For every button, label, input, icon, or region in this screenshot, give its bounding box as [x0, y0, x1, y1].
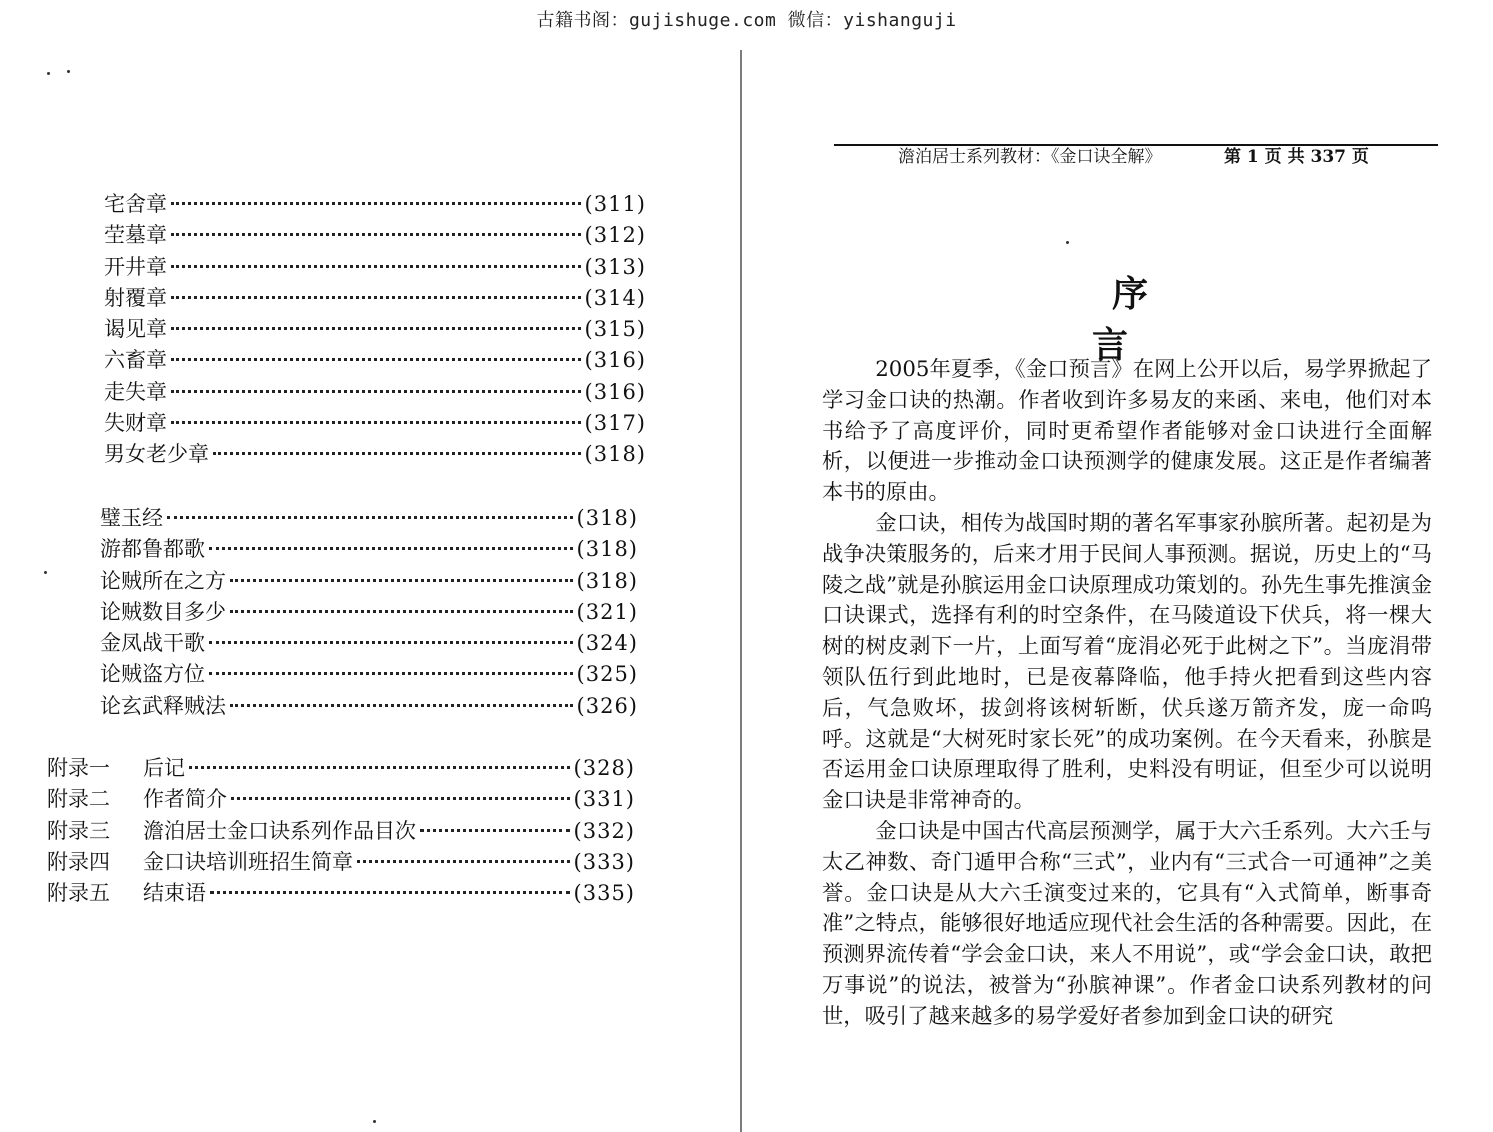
toc-entry-prefix: 附录二	[47, 787, 110, 812]
toc-entry-title: 论贼盗方位	[100, 662, 205, 687]
toc-leader-dots	[210, 890, 570, 894]
toc-leader-dots	[167, 515, 573, 519]
toc-leader-dots	[230, 703, 573, 707]
toc-leader-dots	[171, 264, 581, 268]
toc-entry-page: (318)	[576, 537, 638, 562]
toc-entry-page: (335)	[573, 881, 635, 906]
toc-entry-page: (317)	[584, 411, 646, 436]
toc-entry	[100, 659, 638, 690]
toc-entry	[104, 283, 646, 314]
toc-entry-title: 茔墓章	[104, 223, 167, 248]
toc-entry	[47, 878, 635, 909]
scan-speck	[67, 70, 70, 73]
toc-leader-dots	[171, 389, 581, 393]
toc-entry-page: (326)	[576, 693, 638, 718]
toc-entry-prefix: 附录五	[47, 881, 110, 906]
toc-entry-title: 游都鲁都歌	[100, 537, 205, 562]
toc-entry	[104, 439, 646, 470]
toc-entry-page: (324)	[576, 631, 638, 656]
toc-entry	[47, 816, 635, 847]
toc-entry-page: (316)	[584, 379, 646, 404]
preface-body	[822, 355, 1432, 1033]
toc-leader-dots	[171, 420, 581, 424]
toc-entry-prefix: 附录一	[47, 756, 110, 780]
toc-leader-dots	[420, 828, 570, 832]
toc-leader-dots	[171, 357, 581, 361]
toc-entry-title: 走失章	[104, 379, 167, 404]
toc-entry-page: (316)	[584, 348, 646, 373]
toc-leader-dots	[171, 232, 581, 236]
toc-leader-dots	[357, 859, 570, 863]
toc-group-songs	[100, 503, 638, 722]
toc-entry	[100, 566, 638, 597]
toc-entry-title: 论贼数目多少	[100, 599, 226, 624]
toc-entry-title: 论玄武释贼法	[100, 693, 226, 718]
toc-entry-title: 澹泊居士金口诀系列作品目次	[143, 818, 416, 843]
toc-entry	[100, 628, 638, 659]
toc-entry	[104, 314, 646, 345]
toc-entry-page: (311)	[584, 192, 646, 216]
toc-entry	[104, 252, 646, 283]
toc-entry-title: 结束语	[143, 881, 206, 906]
toc-entry	[47, 784, 635, 815]
toc-entry	[100, 503, 638, 534]
toc-entry-title: 失财章	[104, 411, 167, 436]
toc-entry	[47, 753, 635, 784]
toc-entry-page: (312)	[584, 223, 646, 248]
toc-leader-dots	[230, 578, 573, 582]
toc-entry-page: (325)	[576, 662, 638, 687]
toc-appendix	[47, 753, 635, 909]
toc-entry-title: 射覆章	[104, 285, 167, 310]
toc-entry	[104, 345, 646, 376]
preface-paragraph: 金口诀是中国古代高层预测学，属于大六壬系列。大六壬与太乙神数、奇门遁甲合称“三式”，业内有“三式合一可通神”之美誉。金口诀是从大六壬演变过来的，它具有“入式简单，断事奇准”之特点，能够很好地适应现代社会生活的各种需要。因此，在预测界流传着“学会金口诀，来人不用说”，或“学会金口诀，敢把万事说”的说法，被誉为“孙膑神课”。作者金口诀系列教材的问世，吸引了越来越多的易学爱好者参加到金口诀的研究	[822, 818, 1432, 1029]
toc-leader-dots	[230, 609, 573, 613]
toc-entry-title: 后记	[143, 756, 185, 780]
toc-entry-prefix: 附录四	[47, 849, 110, 874]
header-page-info: 第 1 页 共 337 页	[1224, 147, 1369, 167]
preface-paragraph: 金口诀，相传为战国时期的著名军事家孙膑所著。起初是为战争决策服务的，后来才用于民间人事预测。据说，历史上的“马陵之战”就是孙膑运用金口诀原理成功策划的。孙先生事先推演金口诀课式，选择有利的时空条件，在马陵道设下伏兵，将一棵大树的树皮剥下一片，上面写着“庞涓必死于此树之下”。当庞涓带领队伍行到此地时，已是夜幕降临，他手持火把看到这些内容后，气急败坏，拔剑将该树斩断，伏兵遂万箭齐发，庞一命呜呼。这就是“大树死时家长死”的成功案例。在今天看来，孙膑是否运用金口诀原理取得了胜利，史料没有明证，但至少可以说明金口诀是非常神奇的。	[822, 510, 1432, 814]
toc-entry	[100, 534, 638, 565]
toc-leader-dots	[171, 326, 581, 330]
toc-entry-title: 论贼所在之方	[100, 568, 226, 593]
toc-entry-page: (331)	[573, 787, 635, 812]
toc-entry-title: 金凤战干歌	[100, 631, 205, 656]
toc-leader-dots	[231, 796, 570, 800]
toc-entry-page: (332)	[573, 818, 635, 843]
toc-entry-page: (318)	[576, 568, 638, 593]
toc-entry	[100, 691, 638, 722]
toc-entry	[104, 189, 646, 220]
toc-leader-dots	[171, 201, 581, 205]
toc-leader-dots	[209, 671, 573, 675]
toc-leader-dots	[171, 295, 581, 299]
toc-entry-title: 男女老少章	[104, 442, 209, 467]
toc-leader-dots	[189, 765, 570, 769]
scan-speck	[373, 1120, 376, 1123]
toc-entry-title: 璧玉经	[100, 506, 163, 530]
scan-speck	[1066, 241, 1069, 244]
watermark: 古籍书阁：gujishuge.com 微信：yishanguji	[536, 10, 957, 31]
scan-speck	[44, 571, 47, 574]
toc-entry-page: (318)	[584, 442, 646, 467]
toc-entry-page: (318)	[576, 506, 638, 530]
toc-entry	[104, 220, 646, 251]
page-title: 序言	[1091, 274, 1188, 366]
toc-entry-title: 宅舍章	[104, 192, 167, 216]
toc-entry-title: 六畜章	[104, 348, 167, 373]
toc-entry-title: 谒见章	[104, 317, 167, 342]
toc-group-chapters	[104, 189, 646, 471]
toc-entry-page: (313)	[584, 254, 646, 279]
toc-entry-page: (333)	[573, 849, 635, 874]
toc-entry	[100, 597, 638, 628]
scan-speck	[47, 72, 50, 75]
toc-entry-title: 作者简介	[143, 787, 227, 812]
preface-paragraph: 2005年夏季，《金口预言》在网上公开以后，易学界掀起了学习金口诀的热潮。作者收到许多易友的来函、来电，他们对本书给予了高度评价，同时更希望作者能够对金口诀进行全面解析，以便进一步推动金口诀预测学的健康发展。这正是作者编著本书的原由。	[822, 357, 1432, 506]
toc-entry-title: 金口诀培训班招生简章	[143, 849, 353, 874]
toc-entry-page: (328)	[573, 756, 635, 780]
toc-leader-dots	[213, 451, 581, 455]
running-header	[834, 142, 1438, 167]
toc-leader-dots	[209, 640, 573, 644]
page-gutter	[740, 50, 742, 1132]
toc-entry	[47, 847, 635, 878]
toc-entry-page: (321)	[576, 599, 638, 624]
header-series: 澹泊居士系列教材：《金口诀全解》	[898, 147, 1162, 167]
toc-entry-prefix: 附录三	[47, 818, 110, 843]
toc-entry-title: 开井章	[104, 254, 167, 279]
toc-entry-page: (314)	[584, 285, 646, 310]
toc-entry-page: (315)	[584, 317, 646, 342]
toc-leader-dots	[209, 546, 573, 550]
toc-entry	[104, 408, 646, 439]
toc-entry	[104, 377, 646, 408]
